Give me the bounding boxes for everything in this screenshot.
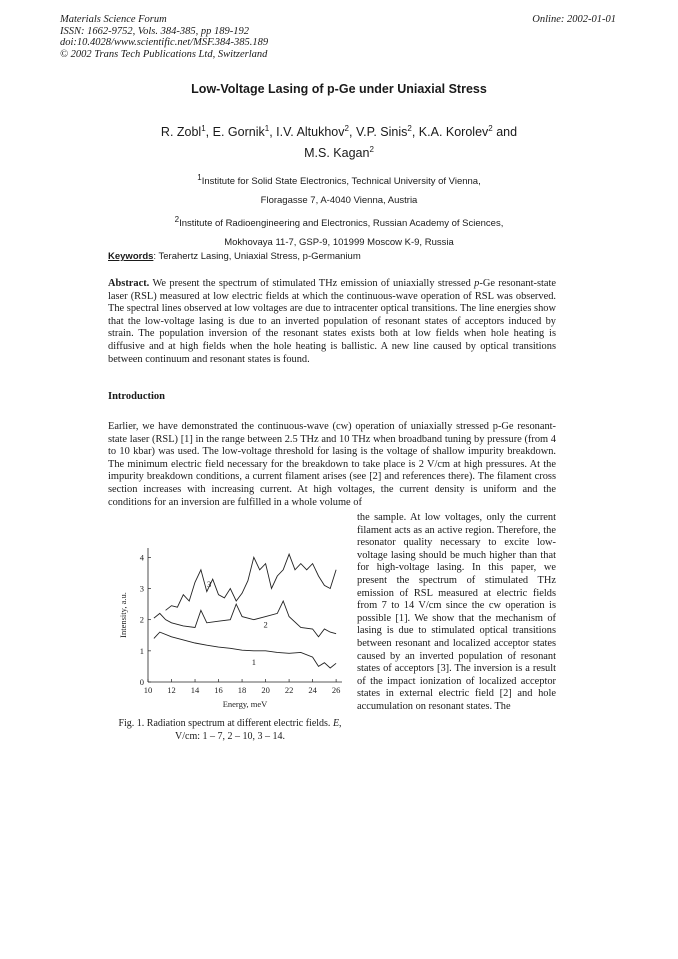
x-axis-label: Energy, meV	[222, 699, 268, 709]
author-name: V.P. Sinis	[355, 125, 408, 140]
online-date: Online: 2002-01-01	[532, 14, 616, 25]
affiliations: $^1$Institute for Solid State Electronics, Technical University of Vienna, Floragasse 7, A-4040 Vienna, Austria $^2$Institute of Radioengineering and Electronics, Russian Academy of Sciences, Mokhovaya 11-7, GSP-9, 101999 Moscow K-9, Russia	[100, 168, 578, 252]
y-tick-label: 0	[139, 677, 144, 687]
abstract: Abstract. We present the spectrum of stimulated THz emission of uniaxially stressed p-Ge resonant-state laser (RSL) measured at low electric fields at which the continuous-wave operation of RSL was observed. The spectral lines observed at low voltages are due to intracenter optical transitions. The line energies show that the low-voltage lasing is due to an inverted population of resonant states of acceptors induced by strain. The population inversion of the resonant states exists both at low fields when hole heating is diffusive and at high fields when the hole heating is ballistic. A new line caused by optical transitions between continuum and resonant states is found.	[108, 278, 557, 365]
author-name: E. Gornik	[212, 125, 265, 140]
section-heading: Introduction	[108, 391, 165, 402]
intro-paragraph: Earlier, we have demonstrated the continuous-wave (cw) operation of uniaxially stressed p-Ge resonant-state laser (RSL) [1] in the range between 2.5 THz and 10 THz when broadband tuning by pressure (from 4 to 10 kbar) was used. The low-voltage threshold for lasing is the voltage of shallow impurity breakdown. The minimum electric field necessary for the breakdown to take place is 2 V/cm at high pressures. At the impurity breakdown conditions, a current filament arises (see [2] and references there). The filament cross section increases with increasing current. At high voltages, the current density is uniform and the conditions for an inversion are fulfilled in a whole volume of	[108, 421, 556, 508]
x-tick-label: 26	[331, 685, 341, 695]
series-label-1: 1	[251, 656, 256, 667]
issn-line: ISSN: 1662-9752, Vols. 384-385, pp 189-192	[60, 25, 249, 37]
doi-line: doi:10.4028/www.scientific.net/MSF.384-385.189	[60, 37, 269, 48]
figure-caption: Fig. 1. Radiation spectrum at different electric fields. E, V/cm: 1 – 7, 2 – 10, 3 – 14.	[118, 718, 342, 742]
x-tick-label: 22	[284, 685, 294, 695]
keywords	[108, 251, 361, 262]
keywords-text: : Terahertz Lasing, Uniaxial Stress, p-Germanium	[153, 251, 361, 262]
author-name: K.A. Korolev	[418, 125, 489, 140]
series-label-3: 3	[207, 578, 212, 589]
author-name: R. Zobl	[160, 125, 202, 140]
figure-1	[110, 540, 350, 710]
abstract-label: Abstract.	[108, 278, 150, 289]
series-line-1	[154, 632, 336, 668]
paper-title: Low-Voltage Lasing of p-Ge under Uniaxial Stress	[191, 82, 487, 96]
journal-name: Materials Science Forum	[60, 14, 167, 25]
y-tick-label: 4	[139, 552, 144, 563]
intro-column-text: the sample. At low voltages, only the current filament acts as an active region. Therefore, the resonator quality necessary to excite low-voltage lasing should be much higher than that for high-voltage lasing. In this paper, we present the spectrum of stimulated THz emission of RSL measured at electric fields from 7 to 14 V/cm since the cw operation is possible [1]. We show that the mechanism of lasing is due to stimulated optical transitions between resonant and localized acceptor states caused by an inverted population of resonant states of acceptors [3]. The inversion is a result of the impact ionization of localized acceptor states in external electric field [2] and hole accumulation on resonant states. The	[357, 512, 556, 712]
author-list: R. Zobl$^1$, E. Gornik$^1$, I.V. Altukhov$^2$, V.P. Sinis$^2$, K.A. Korolev$^2$ and M.S. Kagan$^2$	[160, 124, 518, 161]
series-line-3	[166, 554, 337, 610]
affiliation-1: Institute for Solid State Electronics, Technical University of Vienna,	[201, 176, 481, 188]
affiliation-2-address: Mokhovaya 11-7, GSP-9, 101999 Moscow K-9, Russia	[224, 237, 454, 249]
series-label-2: 2	[263, 619, 268, 630]
x-tick-label: 10	[143, 685, 153, 695]
author-name: M.S. Kagan	[304, 146, 370, 161]
x-tick-label: 20	[261, 685, 270, 695]
y-tick-label: 1	[139, 645, 144, 656]
running-header	[60, 14, 268, 60]
keywords-label: Keywords	[108, 251, 154, 262]
x-tick-label: 24	[308, 685, 317, 695]
x-tick-label: 14	[190, 685, 200, 695]
y-axis-label: Intensity, a.u.	[118, 592, 128, 638]
spectrum-chart	[110, 540, 350, 710]
author-name: I.V. Altukhov	[276, 125, 345, 140]
x-tick-label: 16	[214, 685, 223, 695]
y-tick-label: 2	[139, 614, 144, 625]
series-line-2	[154, 601, 336, 637]
x-tick-label: 18	[237, 685, 247, 695]
copyright-line: © 2002 Trans Tech Publications Ltd, Switzerland	[60, 48, 268, 60]
y-tick-label: 3	[139, 583, 144, 594]
x-tick-label: 12	[167, 685, 176, 695]
affiliation-1-address: Floragasse 7, A-4040 Vienna, Austria	[260, 195, 418, 207]
affiliation-2: Institute of Radioengineering and Electronics, Russian Academy of Sciences,	[179, 218, 504, 230]
